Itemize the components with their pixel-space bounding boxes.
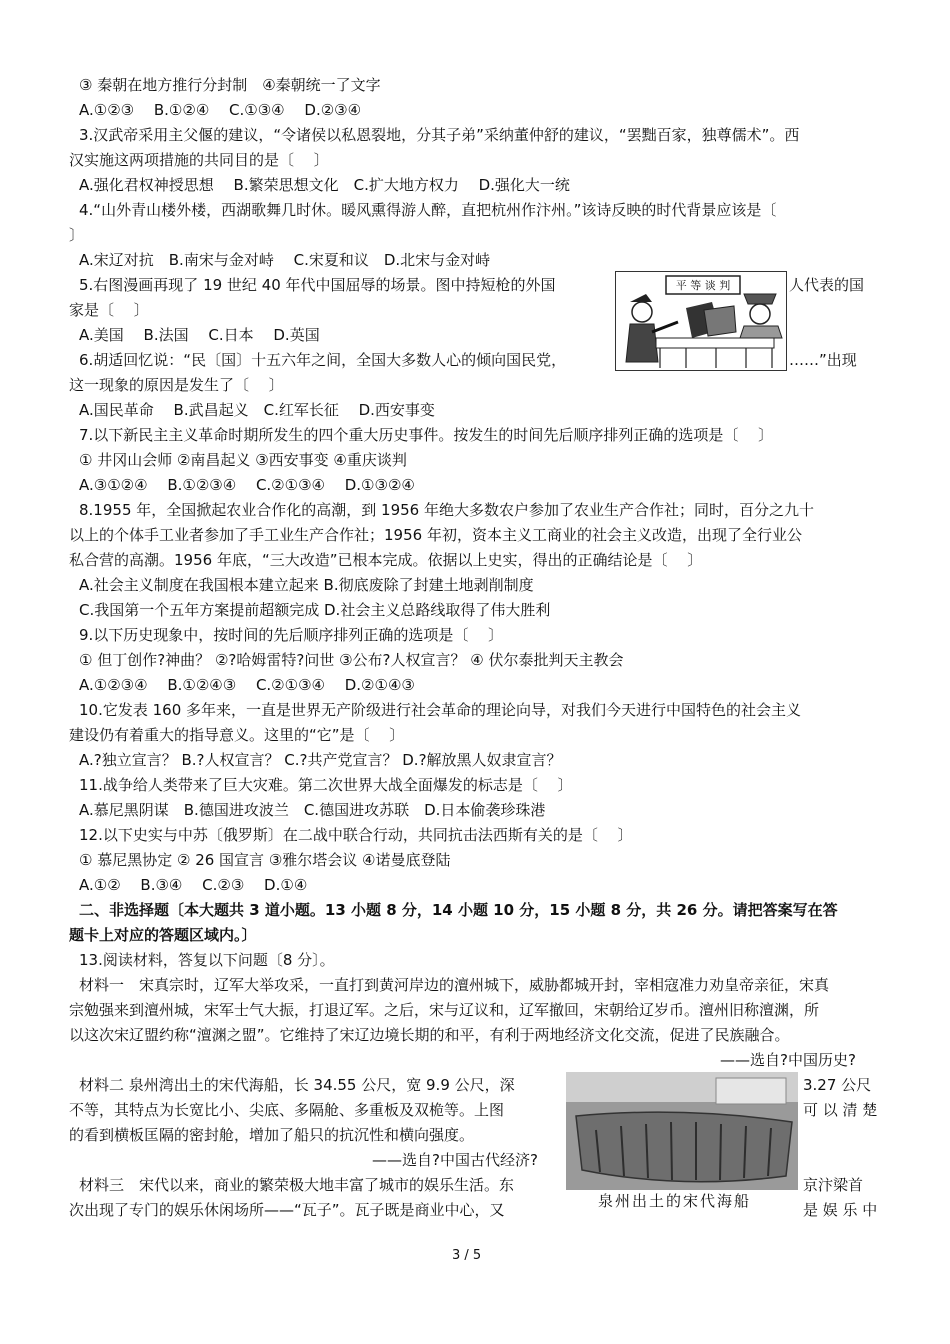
text-line: ① 但丁创作?神曲？ ②?哈姆雷特?问世 ③公布?人权宣言？ ④ 伏尔泰批判天主教会: [79, 651, 624, 669]
hat: [630, 294, 652, 302]
material-3: 材料三 宋代以来，商业的繁荣极大地丰富了城市的娱乐生活。东: [79, 1176, 515, 1194]
text-line: 可 以 清 楚: [803, 1101, 878, 1119]
text-line: 人代表的国: [789, 276, 865, 294]
text-line: 的看到横板匡隔的密封舱，增加了船只的抗沉性和横向强度。: [69, 1126, 475, 1144]
options-line: A.③①②④ B.①②③④ C.②①③④ D.①③②④: [79, 476, 415, 494]
question-3: 3.汉武帝采用主父偃的建议，“令诸侯以私恩裂地，分其子弟”采纳董仲舒的建议，“罢黜百家，独尊儒术”。西: [79, 126, 800, 144]
table-drape: [660, 348, 772, 368]
question-11: 11.战争给人类带来了巨大灾难。第二次世界大战全面爆发的标志是〔 〕: [79, 776, 573, 794]
question-7: 7.以下新民主主义革命时期所发生的四个重大历史事件。按发生的时间先后顺序排列正确的选项是〔 〕: [79, 426, 774, 444]
text-line: 是 娱 乐 中: [803, 1201, 878, 1219]
negotiation-cartoon: [615, 271, 787, 371]
options-line: A.社会主义制度在我国根本建立起来 B.彻底废除了封建土地剥削制度: [79, 576, 534, 594]
question-4: 4.“山外青山楼外楼，西湖歌舞几时休。暖风熏得游人醉，直把杭州作汴州。”该诗反映的时代背景应该是〔: [79, 201, 777, 219]
ship-hull: [576, 1112, 792, 1182]
options-line: A.①②③ B.①②④ C.①③④ D.②③④: [79, 101, 362, 119]
pistol: [652, 322, 678, 332]
source-attribution: ——选自?中国古代经济?: [372, 1151, 538, 1169]
official-body: [740, 326, 782, 338]
window: [716, 1078, 786, 1104]
text-line: 次出现了专门的娱乐休闲场所——“瓦子”。瓦子既是商业中心，又: [69, 1201, 505, 1219]
table: [656, 338, 774, 348]
text-line: 〕: [69, 226, 85, 244]
text-line: 以上的个体手工业者参加了手工业生产合作社；1956 年初，资本主义工商业的社会主义改造，出现了全行业公: [69, 526, 802, 544]
options-line: A.宋辽对抗 B.南宋与金对峙 C.宋夏和议 D.北宋与金对峙: [79, 251, 491, 269]
cartoon-drawing: [616, 272, 786, 370]
question-9: 9.以下历史现象中，按时间的先后顺序排列正确的选项是〔 〕: [79, 626, 504, 644]
text-line: ① 慕尼黑协定 ② 26 国宣言 ③雅尔塔会议 ④诺曼底登陆: [79, 851, 451, 869]
options-line: A.慕尼黑阴谋 B.德国进攻波兰 C.德国进攻苏联 D.日本偷袭珍珠港: [79, 801, 546, 819]
section-heading: 题卡上对应的答题区域内。〕: [69, 926, 257, 944]
question-10: 10.它发表 160 多年来，一直是世界无产阶级进行社会革命的理论向导，对我们今天进行中国特色的社会主义: [79, 701, 802, 719]
text-line: 汉实施这两项措施的共同目的是〔 〕: [69, 151, 329, 169]
text-line: ① 井冈山会师 ②南昌起义 ③西安事变 ④重庆谈判: [79, 451, 407, 469]
options-line: A.①② B.③④ C.②③ D.①④: [79, 876, 308, 894]
text-line: ……”出现: [789, 351, 857, 369]
song-ship-photo: [566, 1072, 798, 1212]
text-line: 3.27 公尺: [803, 1076, 872, 1094]
text-line: 家是〔 〕: [69, 301, 149, 319]
ship-caption: 泉州出土的宋代海船: [598, 1192, 752, 1210]
sign-text: 平 等 谈 判: [675, 279, 731, 292]
official-face: [750, 304, 770, 324]
text-line: 这一现象的原因是发生了〔 〕: [69, 376, 284, 394]
options-line: A.国民革命 B.武昌起义 C.红军长征 D.西安事变: [79, 401, 435, 419]
page-number: 3 / 5: [452, 1248, 482, 1263]
text-line: ③ 秦朝在地方推行分封制 ④秦朝统一了文字: [79, 76, 381, 94]
text-line: 不等，其特点为长宽比小、尖底、多隔舱、多重板及双桅等。上图: [69, 1101, 505, 1119]
material-1: 材料一 宋真宗时，辽军大举攻采，一直打到黄河岸边的澶州城下，威胁都城开封，宰相寇准力劝皇帝亲征，宋真: [79, 976, 830, 994]
question-12: 12.以下史实与中苏〔俄罗斯〕在二战中联合行动，共同抗击法西斯有关的是〔 〕: [79, 826, 633, 844]
source-attribution: ——选自?中国历史?: [720, 1051, 856, 1069]
question-6: 6.胡适回忆说：“民〔国〕十五六年之间，全国大多数人心的倾向国民党，: [79, 351, 567, 369]
official-hat: [744, 294, 776, 304]
text-line: 京汴梁首: [803, 1176, 864, 1194]
text-line: 宗勉强来到澶州城，宋军士气大振，打退辽军。之后，宋与辽议和，辽军撤回，宋朝给辽岁币。澶州旧称澶渊，所: [69, 1001, 820, 1019]
face: [632, 302, 652, 322]
text-line: 以这次宋辽盟约称“澶渊之盟”。它维持了宋辽边境长期的和平，有利于两地经济文化交流，促进了民族融合。: [69, 1026, 790, 1044]
question-8: 8.1955 年，全国掀起农业合作化的高潮，到 1956 年绝大多数农户参加了农业生产合作社；同时，百分之九十: [79, 501, 814, 519]
options-line: A.?独立宣言？ B.?人权宣言？ C.?共产党宣言？ D.?解放黑人奴隶宣言？: [79, 751, 562, 769]
text-line: 建设仍有着重大的指导意义。这里的“它”是〔 〕: [69, 726, 405, 744]
options-line: A.强化君权神授思想 B.繁荣思想文化 C.扩大地方权力 D.强化大一统: [79, 176, 570, 194]
document: [704, 306, 736, 336]
material-2: 材料二 泉州湾出土的宋代海船，长 34.55 公尺，宽 9.9 公尺，深: [79, 1076, 515, 1094]
body: [626, 324, 658, 362]
question-5: 5.右图漫画再现了 19 世纪 40 年代中国屈辱的场景。图中持短枪的外国: [79, 276, 556, 294]
options-line: A.①②③④ B.①②④③ C.②①③④ D.②①④③: [79, 676, 415, 694]
text-line: 私合营的高潮。1956 年底，“三大改造”已根本完成。依据以上史实，得出的正确结论是〔 〕: [69, 551, 703, 569]
section-heading: 二、非选择题〔本大题共 3 道小题。13 小题 8 分，14 小题 10 分，15 小题 8 分，共 26 分。请把答案写在答: [79, 901, 838, 919]
options-line: C.我国第一个五年方案提前超额完成 D.社会主义总路线取得了伟大胜利: [79, 601, 551, 619]
options-line: A.美国 B.法国 C.日本 D.英国: [79, 326, 320, 344]
question-13: 13.阅读材料，答复以下问题〔8 分〕。: [79, 951, 335, 969]
